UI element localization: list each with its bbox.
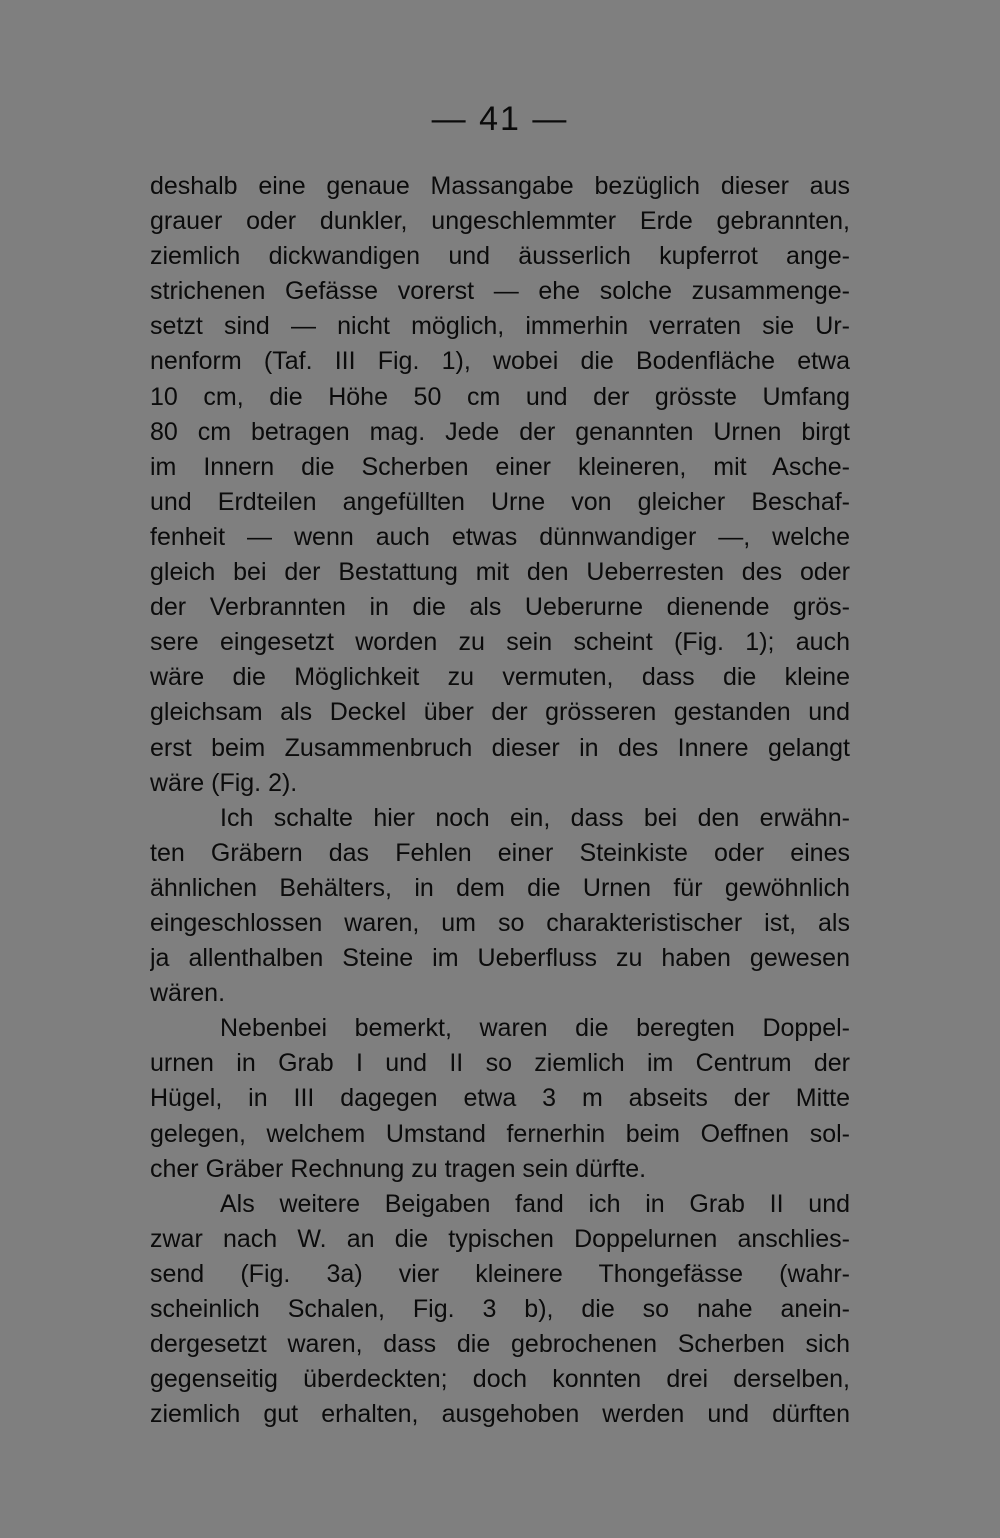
text-line: der Verbrannten in die als Ueberurne dienende grös- [150, 593, 850, 622]
text-line: send (Fig. 3a) vier kleinere Thongefässe (wahr- [150, 1259, 850, 1288]
text-line: Hügel, in III dagegen etwa 3 m abseits der Mitte [150, 1084, 850, 1113]
text-line: und Erdteilen angefüllten Urne von gleicher Beschaf- [150, 487, 850, 516]
text-line: Ich schalte hier noch ein, dass bei den erwähn- [220, 803, 850, 832]
text-line: grauer oder dunkler, ungeschlemmter Erde gebrannten, [150, 207, 850, 236]
paragraph [150, 169, 850, 801]
text-line: erst beim Zusammenbruch dieser in des Innere gelangt [150, 733, 850, 762]
text-line: nenform (Taf. III Fig. 1), wobei die Bodenfläche etwa [150, 347, 850, 376]
text-line: ten Gräbern das Fehlen einer Steinkiste oder eines [150, 838, 850, 867]
text-line: wäre die Möglichkeit zu vermuten, dass die kleine [150, 663, 850, 692]
text-line: urnen in Grab I und II so ziemlich im Centrum der [150, 1049, 850, 1078]
page-number: — 41 — [431, 100, 569, 138]
text-line: fenheit — wenn auch etwas dünnwandiger —, welche [150, 522, 850, 551]
text-line: setzt sind — nicht möglich, immerhin verraten sie Ur- [150, 312, 850, 341]
text-line: gegenseitig überdeckten; doch konnten drei derselben, [150, 1365, 850, 1394]
text-line: scheinlich Schalen, Fig. 3 b), die so nahe anein- [150, 1295, 850, 1323]
body-text [150, 169, 850, 1432]
text-line: sere eingesetzt worden zu sein scheint (Fig. 1); auch [150, 628, 850, 657]
paragraph [150, 801, 850, 1012]
text-line: dergesetzt waren, dass die gebrochenen Scherben sich [150, 1330, 850, 1359]
text-line: im Innern die Scherben einer kleineren, mit Asche- [150, 452, 850, 481]
text-line: Nebenbei bemerkt, waren die beregten Doppel- [220, 1014, 850, 1043]
text-line: eingeschlossen waren, um so charakteristischer ist, als [150, 908, 850, 937]
text-line: deshalb eine genaue Massangabe bezüglich dieser aus [150, 172, 850, 200]
text-line: ähnlichen Behälters, in dem die Urnen für gewöhnlich [150, 873, 850, 902]
text-line: wäre (Fig. 2). [150, 768, 298, 797]
text-line: wären. [150, 979, 226, 1008]
text-line: strichenen Gefässe vorerst — ehe solche zusammenge- [150, 277, 850, 306]
text-line: ziemlich gut erhalten, ausgehoben werden und dürften [150, 1400, 850, 1429]
text-line: gleich bei der Bestattung mit den Ueberresten des oder [150, 558, 850, 587]
text-line: gleichsam als Deckel über der grösseren gestanden und [150, 698, 850, 727]
text-line: ja allenthalben Steine im Ueberfluss zu haben gewesen [150, 944, 850, 973]
paragraph [150, 1187, 850, 1433]
text-line: ziemlich dickwandigen und äusserlich kupferrot ange- [150, 242, 850, 271]
text-line: cher Gräber Rechnung zu tragen sein dürfte. [150, 1154, 647, 1183]
text-line: 10 cm, die Höhe 50 cm und der grösste Umfang [150, 382, 850, 411]
text-line: Als weitere Beigaben fand ich in Grab II und [220, 1189, 850, 1218]
text-line: 80 cm betragen mag. Jede der genannten Urnen birgt [150, 417, 850, 446]
text-line: gelegen, welchem Umstand fernerhin beim Oeffnen sol- [150, 1119, 850, 1148]
text-line: zwar nach W. an die typischen Doppelurnen anschlies- [150, 1224, 850, 1253]
paragraph [150, 1011, 850, 1186]
